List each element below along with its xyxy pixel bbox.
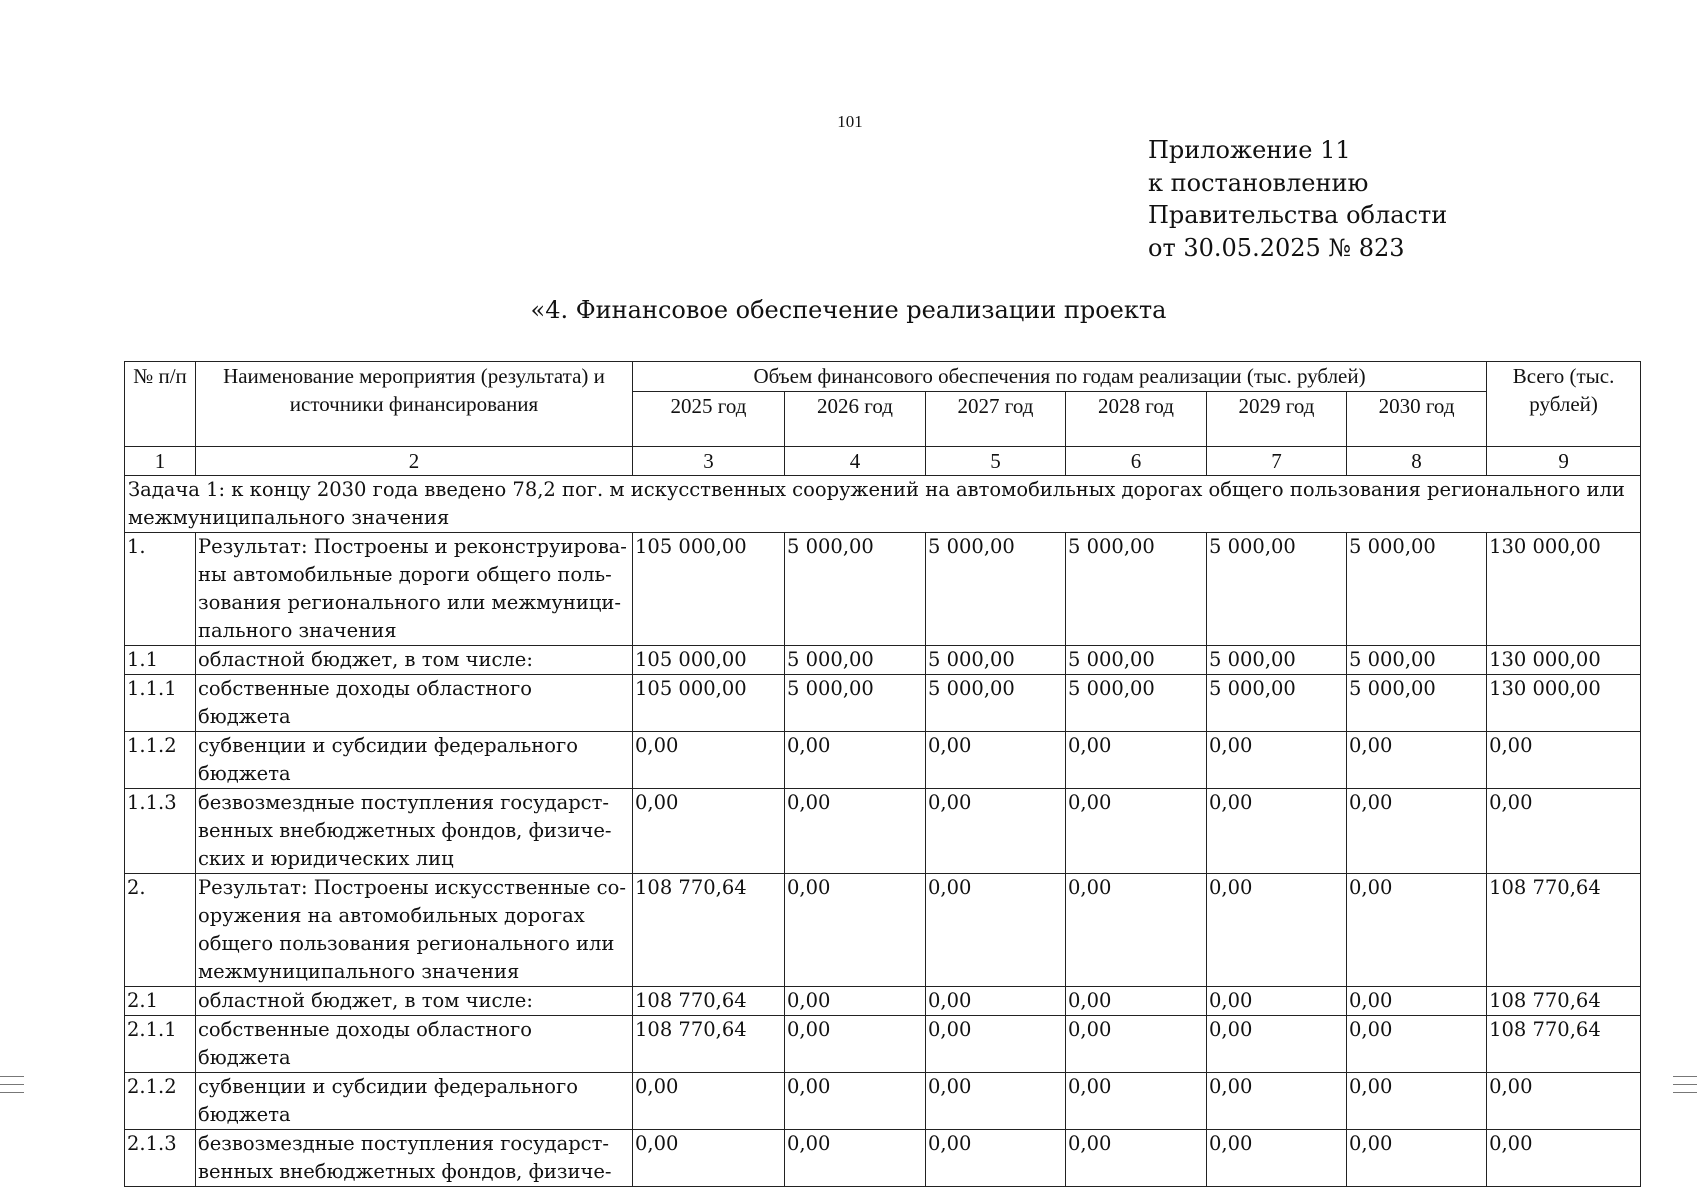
header-year: 2029 год — [1207, 392, 1347, 447]
row-value: 0,00 — [785, 1130, 926, 1187]
header-year: 2025 год — [633, 392, 785, 447]
row-value: 0,00 — [1066, 1073, 1207, 1130]
row-value: 0,00 — [1066, 1130, 1207, 1187]
row-value: 5 000,00 — [1207, 646, 1347, 675]
row-number: 1.1.2 — [125, 732, 196, 789]
row-total: 0,00 — [1487, 1073, 1641, 1130]
row-value: 0,00 — [785, 874, 926, 987]
row-value: 0,00 — [926, 987, 1066, 1016]
header-name: Наименование мероприятия (результата) и источники финансирования — [196, 362, 633, 447]
row-value: 0,00 — [1066, 789, 1207, 874]
header-total: Всего (тыс. рублей) — [1487, 362, 1641, 447]
row-total: 108 770,64 — [1487, 874, 1641, 987]
row-value: 0,00 — [785, 1073, 926, 1130]
header-year: 2026 год — [785, 392, 926, 447]
header-year: 2027 год — [926, 392, 1066, 447]
row-total: 108 770,64 — [1487, 1016, 1641, 1073]
appendix-line-4: от 30.05.2025 № 823 — [1148, 233, 1405, 262]
row-value: 0,00 — [1066, 732, 1207, 789]
row-name: Результат: Построены искусственные со-оружения на автомобильных дорогах общего пользования регионального или межмуниципального значения — [196, 874, 633, 987]
column-number: 5 — [926, 447, 1066, 476]
row-number: 2.1.3 — [125, 1130, 196, 1187]
row-number: 1. — [125, 533, 196, 646]
row-value: 0,00 — [1347, 1130, 1487, 1187]
header-year: 2030 год — [1347, 392, 1487, 447]
row-name: собственные доходы областного бюджета — [196, 1016, 633, 1073]
row-value: 0,00 — [926, 874, 1066, 987]
table-row — [125, 533, 1641, 646]
row-value: 0,00 — [1207, 789, 1347, 874]
table-row — [125, 732, 1641, 789]
header-year: 2028 год — [1066, 392, 1207, 447]
row-value: 108 770,64 — [633, 987, 785, 1016]
row-total: 130 000,00 — [1487, 533, 1641, 646]
row-value: 108 770,64 — [633, 874, 785, 987]
scan-mark-left — [0, 1084, 24, 1085]
page-number: 101 — [837, 112, 863, 131]
row-value: 105 000,00 — [633, 675, 785, 732]
row-value: 0,00 — [1207, 874, 1347, 987]
row-number: 1.1.3 — [125, 789, 196, 874]
column-number: 9 — [1487, 447, 1641, 476]
table-row — [125, 987, 1641, 1016]
row-number: 1.1 — [125, 646, 196, 675]
row-name: Результат: Построены и реконструирова-ны автомобильные дороги общего поль-зования регионального или межмуници-пального значения — [196, 533, 633, 646]
financing-table — [124, 361, 1641, 1187]
row-value: 0,00 — [633, 1130, 785, 1187]
column-number: 3 — [633, 447, 785, 476]
row-value: 5 000,00 — [926, 675, 1066, 732]
row-name: безвозмездные поступления государст-венных внебюджетных фондов, физиче- — [196, 1130, 633, 1187]
scan-mark-left — [0, 1092, 24, 1093]
row-value: 0,00 — [1207, 732, 1347, 789]
row-value: 5 000,00 — [926, 646, 1066, 675]
row-value: 5 000,00 — [1347, 533, 1487, 646]
row-value: 0,00 — [926, 1016, 1066, 1073]
row-value: 0,00 — [1347, 732, 1487, 789]
table-row — [125, 874, 1641, 987]
row-number: 2.1.2 — [125, 1073, 196, 1130]
column-number: 2 — [196, 447, 633, 476]
row-name: областной бюджет, в том числе: — [196, 987, 633, 1016]
scan-mark-right — [1673, 1084, 1697, 1085]
table-row — [125, 646, 1641, 675]
row-value: 5 000,00 — [785, 675, 926, 732]
row-total: 0,00 — [1487, 789, 1641, 874]
row-value: 105 000,00 — [633, 646, 785, 675]
row-value: 0,00 — [1207, 987, 1347, 1016]
table-row — [125, 789, 1641, 874]
row-value: 0,00 — [785, 1016, 926, 1073]
row-value: 0,00 — [785, 987, 926, 1016]
row-value: 0,00 — [1347, 874, 1487, 987]
row-name: собственные доходы областного бюджета — [196, 675, 633, 732]
appendix-line-3: Правительства области — [1148, 201, 1448, 229]
row-value: 5 000,00 — [1066, 533, 1207, 646]
column-number-row — [125, 447, 1641, 476]
row-name: субвенции и субсидии федерального бюджета — [196, 1073, 633, 1130]
row-value: 5 000,00 — [1347, 675, 1487, 732]
document-title: «4. Финансовое обеспечение реализации проекта — [530, 296, 1167, 324]
appendix-line-2: к постановлению — [1148, 168, 1369, 197]
row-value: 0,00 — [926, 1130, 1066, 1187]
row-value: 5 000,00 — [926, 533, 1066, 646]
row-total: 130 000,00 — [1487, 675, 1641, 732]
row-value: 0,00 — [633, 1073, 785, 1130]
table-body — [125, 476, 1641, 1187]
header-num: № п/п — [125, 362, 196, 447]
table-row — [125, 1016, 1641, 1073]
row-total: 0,00 — [1487, 1130, 1641, 1187]
row-value: 5 000,00 — [1066, 675, 1207, 732]
row-total: 108 770,64 — [1487, 987, 1641, 1016]
row-value: 0,00 — [926, 732, 1066, 789]
row-value: 0,00 — [1207, 1130, 1347, 1187]
row-value: 0,00 — [1207, 1073, 1347, 1130]
row-value: 0,00 — [785, 732, 926, 789]
row-value: 5 000,00 — [1207, 533, 1347, 646]
row-name: безвозмездные поступления государст-венных внебюджетных фондов, физиче-ских и юридических лиц — [196, 789, 633, 874]
scan-mark-right — [1673, 1076, 1697, 1077]
header-volume: Объем финансового обеспечения по годам реализации (тыс. рублей) — [633, 362, 1487, 392]
row-value: 0,00 — [1066, 874, 1207, 987]
row-value: 0,00 — [1347, 789, 1487, 874]
column-number: 1 — [125, 447, 196, 476]
row-value: 5 000,00 — [785, 533, 926, 646]
row-value: 0,00 — [785, 789, 926, 874]
row-value: 5 000,00 — [1347, 646, 1487, 675]
row-value: 0,00 — [926, 1073, 1066, 1130]
row-number: 2.1 — [125, 987, 196, 1016]
row-value: 5 000,00 — [1066, 646, 1207, 675]
table-row — [125, 675, 1641, 732]
row-number: 1.1.1 — [125, 675, 196, 732]
task-row — [125, 476, 1641, 533]
row-value: 0,00 — [1066, 987, 1207, 1016]
row-name: областной бюджет, в том числе: — [196, 646, 633, 675]
row-total: 0,00 — [1487, 732, 1641, 789]
row-value: 0,00 — [1347, 1073, 1487, 1130]
row-value: 0,00 — [1207, 1016, 1347, 1073]
row-total: 130 000,00 — [1487, 646, 1641, 675]
task-text: Задача 1: к концу 2030 года введено 78,2 пог. м искусственных сооружений на автомобильных дорогах общего пользования регионального или межмуниципального значения — [125, 476, 1641, 533]
row-number: 2. — [125, 874, 196, 987]
row-value: 0,00 — [1066, 1016, 1207, 1073]
scan-mark-right — [1673, 1092, 1697, 1093]
row-value: 108 770,64 — [633, 1016, 785, 1073]
scan-mark-left — [0, 1076, 24, 1077]
column-number: 6 — [1066, 447, 1207, 476]
table-row — [125, 1130, 1641, 1187]
row-name: субвенции и субсидии федерального бюджета — [196, 732, 633, 789]
row-value: 0,00 — [1347, 987, 1487, 1016]
row-value: 0,00 — [926, 789, 1066, 874]
row-value: 5 000,00 — [1207, 675, 1347, 732]
column-number: 7 — [1207, 447, 1347, 476]
table-header — [125, 362, 1641, 476]
row-value: 105 000,00 — [633, 533, 785, 646]
column-number: 4 — [785, 447, 926, 476]
row-number: 2.1.1 — [125, 1016, 196, 1073]
column-number: 8 — [1347, 447, 1487, 476]
appendix-line-1: Приложение 11 — [1148, 136, 1351, 164]
table-row — [125, 1073, 1641, 1130]
row-value: 0,00 — [633, 732, 785, 789]
appendix-block — [1148, 134, 1447, 264]
row-value: 5 000,00 — [785, 646, 926, 675]
row-value: 0,00 — [633, 789, 785, 874]
row-value: 0,00 — [1347, 1016, 1487, 1073]
